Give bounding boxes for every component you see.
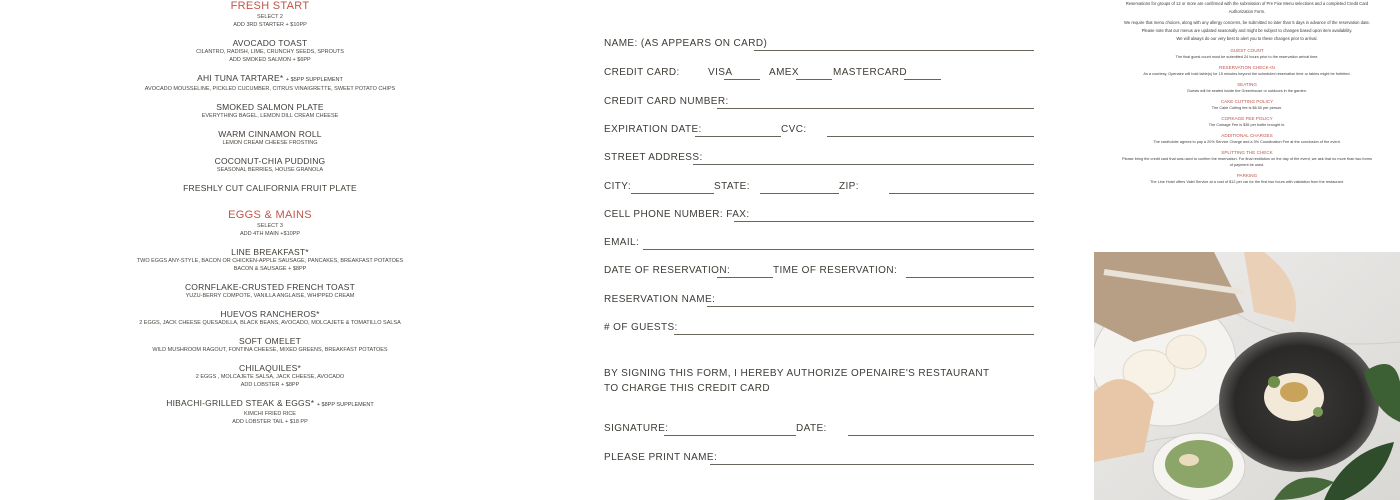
phone-fax-row [604, 209, 1036, 223]
menu-item [100, 102, 440, 120]
menu-item [100, 363, 440, 389]
menu-item-description: WILD MUSHROOM RAGOUT, FONTINA CHEESE, MIXED GREENS, BREAKFAST POTATOES [152, 347, 388, 353]
menu-item-title: AVOCADO TOAST [232, 38, 308, 48]
signature-date-field[interactable] [848, 435, 1034, 436]
menu-item-title: LINE BREAKFAST* [231, 247, 309, 257]
menu-item-name [100, 38, 440, 48]
menu-item-title: HUEVOS RANCHEROS* [220, 309, 320, 319]
menu-item-description: BACON & SAUSAGE + $8PP [233, 266, 307, 272]
food-photo [1094, 252, 1400, 500]
menu-item-description: 2 EGGS, JACK CHEESE QUESADILLA, BLACK BEANS, AVOCADO, MOLCAJETE & TOMATILLO SALSA [139, 320, 401, 326]
time-field[interactable] [906, 277, 1034, 278]
menu-item [100, 247, 440, 273]
name-field[interactable] [754, 50, 1034, 51]
visa-label: VISA [708, 67, 733, 78]
menu-item-title: SOFT OMELET [238, 336, 302, 346]
policy-intro-changes: We will always do our very best to alert you to these changes prior to arrival. [1176, 36, 1318, 41]
cvc-label: CVC: [781, 124, 807, 135]
policy-body: As a courtesy, Openaire will hold table(s) for 15 minutes beyond the scheduled reservation time or tables might be forfeited. [1143, 72, 1351, 76]
time-label: TIME OF RESERVATION: [773, 265, 898, 276]
credit-card-authorization-form [604, 0, 1036, 500]
menu-item-name [100, 183, 440, 193]
amex-label: AMEX [769, 67, 799, 78]
menu-item-title: AHI TUNA TARTARE* [197, 73, 284, 83]
policy-body: The final guest count must be submitted 24 hours prior to the reservation arrival time. [1175, 55, 1319, 59]
expiration-field[interactable] [695, 136, 781, 137]
menu-item-title: CHILAQUILES* [239, 363, 301, 373]
policy-body: Guests will be seated inside the Greenhouse or outdoors in the garden. [1187, 89, 1307, 93]
date-time-row [604, 265, 1036, 279]
print-name-label: PLEASE PRINT NAME: [604, 452, 718, 463]
section-addon-note: ADD 4TH MAIN +$10PP [239, 231, 301, 237]
reservation-name-label: RESERVATION NAME: [604, 294, 716, 305]
menu-item-description: LEMON CREAM CHEESE FROSTING [222, 140, 318, 146]
menu-item-supplement: + $8PP SUPPLEMENT [316, 402, 374, 408]
menu-item-name [100, 129, 440, 139]
menu-section-eggs-mains [100, 209, 440, 426]
phone-fax-label: CELL PHONE NUMBER: FAX: [604, 209, 750, 220]
authorization-statement: BY SIGNING THIS FORM, I HEREBY AUTHORIZE OPENAIRE'S RESTAURANT TO CHARGE THIS CREDIT CARD [604, 368, 990, 394]
policy-heading: RESERVATION CHECK-IN [1219, 65, 1275, 70]
card-number-field[interactable] [717, 108, 1034, 109]
policy-heading: GUEST COUNT [1230, 48, 1264, 53]
cvc-field[interactable] [827, 136, 1034, 137]
section-addon-note: ADD 3RD STARTER + $10PP [233, 22, 307, 28]
menu-item-title: HIBACHI-GRILLED STEAK & EGGS* [166, 398, 315, 408]
mastercard-field[interactable] [904, 79, 941, 80]
menu-item-description: CILANTRO, RADISH, LIME, CRUNCHY SEEDS, SPROUTS [196, 49, 344, 55]
policy-body: Please bring the credit card that was used to confirm the reservation. For final restitution on the day of the event, we ask that no more than two forms of payment be used. [1122, 157, 1372, 167]
policy-heading: CORKAGE FEE POLICY [1221, 116, 1273, 121]
policy-body: The Cake Cutting fee is $6.50 per person. [1211, 106, 1283, 110]
reservation-policy [1120, 0, 1374, 252]
menu-item-name [100, 363, 440, 373]
state-field[interactable] [760, 193, 839, 194]
zip-label: ZIP: [839, 181, 859, 192]
menu-item-title: WARM CINNAMON ROLL [218, 129, 322, 139]
credit-card-label: CREDIT CARD: [604, 67, 680, 78]
section-select-note: SELECT 3 [257, 223, 283, 229]
policy-body: The Corkage Fee is $35 per bottle brought in. [1208, 123, 1286, 127]
policy-heading: CAKE CUTTING POLICY [1220, 99, 1274, 104]
signature-field[interactable] [664, 435, 796, 436]
menu-item-description: 2 EGGS , MOLCAJETE SALSA, JACK CHEESE, AVOCADO [195, 374, 345, 380]
menu-item-title: CORNFLAKE-CRUSTED FRENCH TOAST [184, 282, 356, 292]
menu-item [100, 309, 440, 327]
email-row [604, 237, 1036, 251]
menu-section-fresh-start [100, 0, 440, 193]
menu-item [100, 282, 440, 300]
city-field[interactable] [631, 193, 714, 194]
menu-item-description: TWO EGGS ANY-STYLE, BACON OR CHICKEN-APPLE SAUSAGE, PANCAKES, BREAKFAST POTATOES [136, 258, 404, 264]
reservation-name-field[interactable] [707, 306, 1034, 307]
section-title: FRESH START [230, 0, 310, 12]
visa-field[interactable] [724, 79, 760, 80]
email-label: EMAIL: [604, 237, 640, 248]
section-title: EGGS & MAINS [228, 209, 312, 221]
email-field[interactable] [643, 249, 1034, 250]
menu-item-name [100, 247, 440, 257]
menu-item-description: ADD LOBSTER TAIL + $18 PP [232, 419, 308, 425]
reservation-name-row [604, 294, 1036, 308]
menu-item-description: AVOCADO MOUSSELINE, PICKLED CUCUMBER, CITRUS VINAIGRETTE, SWEET POTATO CHIPS [144, 86, 396, 92]
state-label: STATE: [714, 181, 750, 192]
prix-fixe-menu [100, 0, 440, 500]
phone-fax-field[interactable] [734, 221, 1034, 222]
signature-label: SIGNATURE: [604, 423, 669, 434]
city-label: CITY: [604, 181, 632, 192]
menu-item-description: ADD SMOKED SALMON + $6PP [229, 57, 311, 63]
zip-field[interactable] [889, 193, 1034, 194]
print-name-row [604, 452, 1036, 466]
menu-item [100, 336, 440, 354]
policy-body: The Line Hotel offers Valet Service at a cost of $12 per car for the first two hours with validation from the restaurant. [1150, 180, 1344, 184]
signature-date-label: DATE: [796, 423, 827, 434]
food-photo-image [1094, 252, 1400, 500]
date-field[interactable] [717, 277, 773, 278]
menu-item-supplement: + $5PP SUPPLEMENT [285, 77, 343, 83]
guests-field[interactable] [674, 334, 1034, 335]
guests-row [604, 322, 1036, 336]
expiration-row [604, 124, 1036, 138]
policy-heading: PARKING [1236, 173, 1258, 178]
street-label: STREET ADDRESS: [604, 152, 703, 163]
date-label: DATE OF RESERVATION: [604, 265, 731, 276]
menu-item-name [100, 102, 440, 112]
card-number-label: CREDIT CARD NUMBER: [604, 96, 729, 107]
menu-item-name [100, 156, 440, 166]
menu-item-description: EVERYTHING BAGEL, LEMON DILL CREAM CHEESE [201, 113, 339, 119]
expiration-label: EXPIRATION DATE: [604, 124, 702, 135]
menu-item [100, 183, 440, 193]
signature-row [604, 423, 1036, 437]
menu-item-name [100, 336, 440, 346]
menu-item-title: SMOKED SALMON PLATE [216, 102, 324, 112]
menu-item-title: FRESHLY CUT CALIFORNIA FRUIT PLATE [183, 183, 357, 193]
menu-item-description: KIMCHI FRIED RICE [244, 411, 296, 417]
menu-item [100, 398, 440, 426]
street-field[interactable] [693, 164, 1034, 165]
policy-intro-menu: We require that menu choices, along with any allergy concerns, be submitted no later than 5 days in advance of the reservation date. Please note that our menus are updated seasonally and might be subject to changes based upon item availability. [1124, 20, 1370, 33]
card-number-row [604, 96, 1036, 110]
guests-label: # OF GUESTS: [604, 322, 678, 333]
policy-heading: ADDITIONAL CHARGES [1221, 133, 1273, 138]
policy-heading: SPLITTING THE CHECK [1221, 150, 1273, 155]
menu-item [100, 73, 440, 93]
menu-item-name [100, 309, 440, 319]
name-label: NAME: (AS APPEARS ON CARD) [604, 38, 768, 49]
street-row [604, 152, 1036, 166]
policy-heading: SEATING [1237, 82, 1257, 87]
mastercard-label: MASTERCARD [833, 67, 908, 78]
policy-intro: Reservations for groups of 12 or more are confirmed with the submission of Pre Fixe Menu selections and a completed Credit Card Authorization Form. [1125, 1, 1369, 14]
menu-item-description: YUZU-BERRY COMPOTE, VANILLA ANGLAISE, WHIPPED CREAM [185, 293, 355, 299]
menu-item-name [100, 282, 440, 292]
menu-item-name [100, 73, 440, 85]
policy-body: The cardholder agrees to pay a 20% Service Charge and a 3% Coordination Fee at the conclusion of the event. [1153, 140, 1341, 144]
name-row [604, 38, 1036, 52]
menu-item [100, 38, 440, 64]
city-state-zip-row [604, 181, 1036, 195]
section-select-note: SELECT 2 [257, 14, 283, 20]
amex-field[interactable] [796, 79, 832, 80]
menu-item-title: COCONUT-CHIA PUDDING [214, 156, 326, 166]
menu-item-description: ADD LOBSTER + $8PP [240, 382, 300, 388]
menu-item [100, 129, 440, 147]
menu-item-name [100, 398, 440, 410]
print-name-field[interactable] [710, 464, 1034, 465]
menu-item-description: SEASONAL BERRIES, HOUSE GRANOLA [216, 167, 324, 173]
credit-card-type-row [604, 67, 1036, 81]
menu-item [100, 156, 440, 174]
